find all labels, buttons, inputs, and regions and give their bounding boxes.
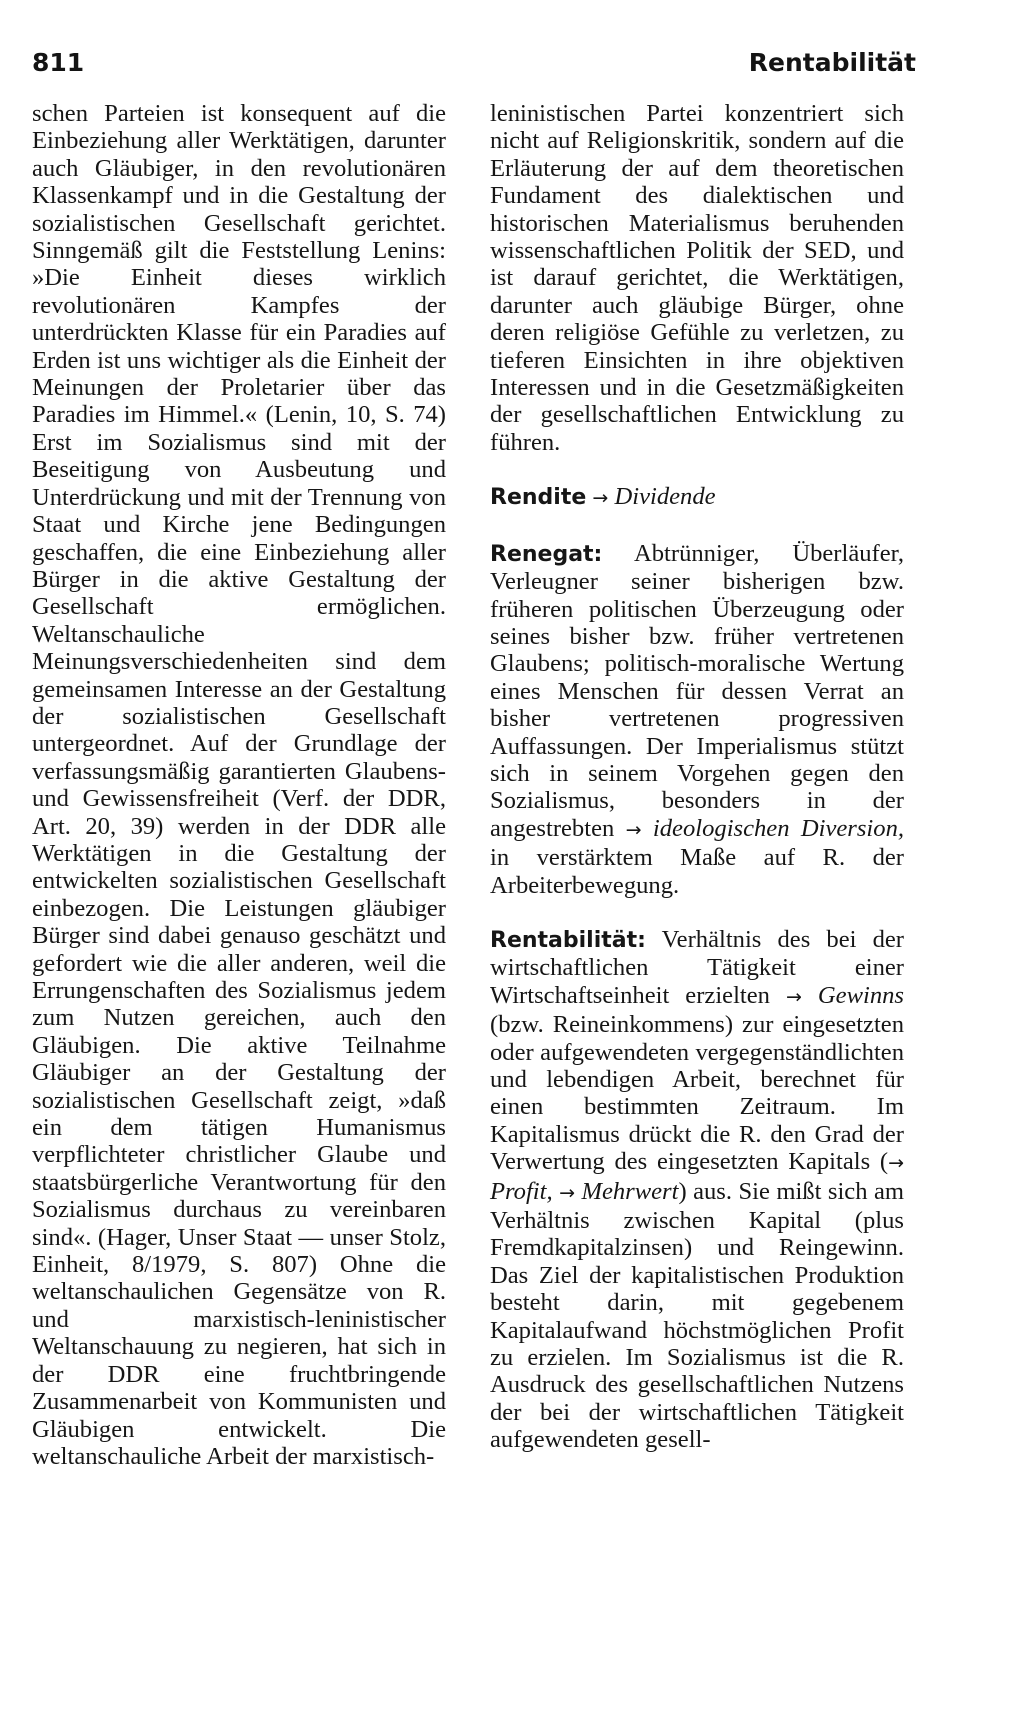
entry-rentabilitaet-text-2: (bzw. Reineinkommens) zur eingesetzten oder aufgewendeten vergegenständlichten und lebendigen Arbeit, berechnet für einen bestimmten Zeitraum. Im Kapitalismus drückt die R. den Grad der Verwertung des eingesetzten Kapitals ( (490, 1011, 904, 1176)
page-number: 811 (32, 48, 85, 77)
left-column-text: schen Parteien ist konsequent auf die Einbeziehung aller Werktätigen, darunter auch Gläubiger, in den revolutionären Klassenkampf und in die Gestaltung der sozialistischen Gesellschaft gerichtet. Sinngemäß gilt die Feststellung Lenins: »Die Einheit dieses wirklich revolutionären Kampfes der unterdrückten Klasse für ein Paradies auf Erden ist uns wichtiger als die Einheit der Meinungen der Proletarier über das Paradies im Himmel.« (Lenin, 10, S. 74) Erst im Sozialismus sind mit der Beseitigung von Ausbeutung und Unterdrückung und mit der Trennung von Staat und Kirche jene Bedingungen geschaffen, die eine Einbeziehung aller Bürger in die aktive Gestaltung der Gesellschaft ermöglichen. Weltanschauliche Meinungsverschiedenheiten sind dem gemeinsamen Interesse an der Gestaltung der sozialistischen Gesellschaft untergeordnet. Auf der Grundlage der verfassungsmäßig garantierten Glaubens- und Gewissensfreiheit (Verf. der DDR, Art. 20, 39) werden in der DDR alle Werktätigen in die Gestaltung der entwickelten sozialistischen Gesellschaft einbezogen. Die Leistungen gläubiger Bürger sind dabei genauso geschätzt und gefordert wie die aller anderen, weil die Errungenschaften des Sozialismus jedem zum Nutzen gereichen, auch den Gläubigen. Die aktive Teilnahme Gläubiger an der Gestaltung der sozialistischen Gesellschaft zeigt, »daß ein dem tätigen Humanismus verpflichteter christlicher Glaube und staatsbürgerliche Verantwortung für den Sozialismus durchaus zu vereinbaren sind«. (Hager, Unser Staat — unser Stolz, Einheit, 8/1979, S. 807) Ohne die weltanschaulichen Gegensätze von R. und marxistisch-leninistischer Weltanschauung zu negieren, hat sich in der DDR eine fruchtbringende Zusammenarbeit von Kommunisten und Gläubigen entwickelt. Die weltanschauliche Arbeit der marxistisch- (32, 100, 446, 1470)
entry-term-rendite: Rendite (490, 485, 587, 511)
cross-reference-arrow-icon: → (592, 487, 609, 510)
entry-rendite (490, 483, 904, 512)
entry-rentabilitaet-text-3: ) aus. Sie mißt sich am Verhältnis zwischen Kapital (plus Fremdkapitalzinsen) und Reingewinn. Das Ziel der kapitalistischen Produktion besteht darin, mit gegebenem Kapitalaufwand höchstmöglichen Profit zu erzielen. Im Sozialismus ist die R. Ausdruck des gesellschaftlichen Nutzens der bei der wirtschaftlichen Tätigkeit aufgewendeten gesell- (490, 1177, 904, 1454)
entry-renegat-text-2: in verstärktem Maße auf R. der Arbeiterbewegung. (490, 844, 904, 899)
cross-reference-arrow-icon: → (559, 1181, 575, 1204)
cross-reference-ideologische-diversion: ideologischen Diversion, (652, 814, 905, 842)
page-header (32, 46, 916, 80)
cross-reference-mehrwert: Mehrwert (581, 1177, 679, 1205)
entry-term-rentabilitaet: Rentabilität: (490, 927, 646, 953)
left-column (32, 100, 446, 1470)
cross-reference-dividende: Dividende (614, 483, 716, 511)
entry-rentabilitaet-text-1: Verhältnis des bei der wirtschaftlichen Tätigkeit einer Wirtschaftseinheit erzielten (490, 925, 904, 1009)
running-head: Rentabilität (748, 48, 916, 77)
right-column (490, 100, 904, 1454)
entry-renegat-text-1: Abtrünniger, Überläufer, Verleugner seiner bisherigen bzw. früheren politischen Überzeugung oder seines bisher bzw. früher vertretenen Glaubens; politisch-moralische Wertung eines Menschen für dessen Verrat an bisher vertretenen progressiven Auffassungen. Der Imperialismus stützt sich in seinem Vorgehen gegen den Sozialismus, besonders in der angestrebten (490, 539, 904, 842)
cross-reference-arrow-icon: → (625, 818, 642, 841)
entry-term-renegat: Renegat: (490, 541, 603, 567)
cross-reference-profit: Profit, (490, 1177, 553, 1205)
continuation-paragraph: leninistischen Partei konzentriert sich nicht auf Religionskritik, sondern auf die Erläuterung der auf dem theoretischen Fundament des dialektischen und historischen Materialismus beruhenden wissenschaftlichen Politik der SED, und ist darauf gerichtet, die Werktätigen, darunter auch gläubige Bürger, ohne deren religiöse Gefühle zu verletzen, zu tieferen Einsichten in ihre objektiven Interessen und in die Gesetzmäßigkeiten der gesellschaftlichen Entwicklung zu führen. (490, 100, 904, 456)
cross-reference-gewinn: Gewinns (817, 981, 904, 1009)
cross-reference-arrow-icon: → (888, 1152, 904, 1175)
entry-renegat (490, 540, 904, 899)
cross-reference-arrow-icon: → (785, 985, 802, 1008)
entry-rentabilitaet (490, 926, 904, 1454)
